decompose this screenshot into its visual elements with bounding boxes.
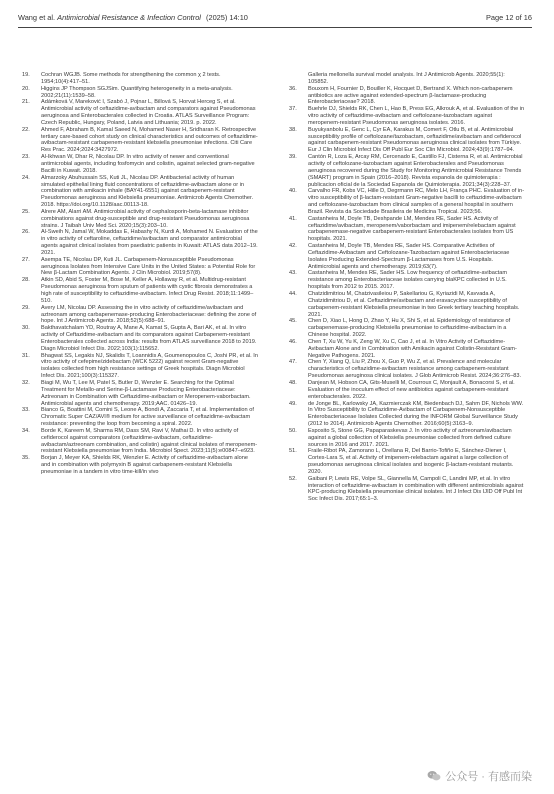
references-column-left — [22, 72, 258, 476]
reference-number: 48. — [289, 379, 297, 386]
reference-number: 23. — [22, 154, 30, 161]
reference-number: 30. — [22, 325, 30, 332]
reference-text: Bouxom H, Fournier D, Bouiller K, Hocquet D, Bertrand X. Which non-carbapenem antibiotics are active against extended-spectrum β-lactamase-producing Enterobacteriaceae? 2018. — [308, 85, 513, 106]
watermark — [427, 768, 532, 784]
reference-item — [22, 305, 258, 326]
reference-number: 36. — [289, 85, 297, 92]
reference-item — [289, 359, 525, 380]
reference-item — [22, 428, 258, 455]
wechat-icon — [427, 770, 441, 782]
reference-item — [22, 455, 258, 476]
reference-item — [289, 106, 525, 127]
reference-text: Alrere AM, Alarri AM. Antimicrobial activity of cephalosporin-beta-lactamase inhibitor combinations against drug-susceptible and drug-resistant Pseudomonas aeruginosa strains. J Taibah Univ Med Sci. 2020;15(3):203–10. — [41, 208, 250, 229]
reference-item — [289, 86, 525, 107]
reference-text: Carvalho FR, Kobs VC, Hille D, Degrmann RC, Melo LH, França PHC. Evaluation of in-vitro susceptibility of β-lactam-resistant Gram-negative bacilli to ceftazidime-avibactam and ceftolozane-tazobactam from clinical samples of a general hospital in southern Brazil. Revista da Sociedade Brasileira de Medicina Tropical. 2023;56. — [308, 188, 525, 215]
reference-item — [22, 407, 258, 428]
reference-number: 35. — [22, 455, 30, 462]
reference-text: Biagi M, Wu T, Lee M, Patel S, Butler D, Wenzler E. Searching for the Optimal Treatment for Metallo-and Serine-β-Lactamase Producing Enterobacteriaceae: Aztreonam in Combination with Ceftazidime-avibactam or Meropenem-vaborbactam. Antimicrobial agents and chemotherapy. 2019;AAC. 01426–19. — [41, 379, 251, 407]
reference-number: 32. — [22, 379, 30, 386]
reference-number: 50. — [289, 427, 297, 434]
reference-item — [289, 270, 525, 291]
reference-number: 34. — [22, 427, 30, 434]
reference-text: Chen D, Xiao L, Hong D, Zhao Y, Hu X, Shi S, et al. Epidemiology of resistance of carbapenemase-producing Klebsiella pneumoniae to ceftazidime-avibactam in a Chinese hospital. 2022. — [308, 318, 511, 339]
reference-text: Borjan J, Meyer KA, Shields RK, Wenzler E. Activity of ceftazidime-avibactam alone and in combination with polymyxin B against carbapenem-resistant Klebsiella pneumoniae in a tandem in vitro time-kill/in vivo — [41, 455, 248, 475]
reference-number: 28. — [22, 277, 30, 284]
header-journal: Antimicrobial Resistance & Infection Control — [57, 13, 201, 22]
reference-number: 21. — [22, 99, 30, 106]
reference-number: 47. — [289, 359, 297, 366]
reference-number: 46. — [289, 338, 297, 345]
reference-item — [289, 428, 525, 449]
reference-text: Asempa TE, Nicolau DP, Kuti JL. Carbapenem-Nonsusceptible Pseudomonas aeruginosa Isolates from Intensive Care Units in the United States: a Potential Role for New β-Lactam Combination Agents. J Clin Microbiol. 2019;57(8). — [41, 256, 256, 277]
reference-item — [22, 154, 258, 175]
reference-text: Bianco G, Boattini M, Comini S, Leone A, Bondi A, Zaccaria T, et al. Implementation of Chromatic Super CAZ/AVI® medium for active surveillance of ceftazidime-avibactam resistance: preventing the loop from becoming a spiral. 2022. — [41, 407, 254, 428]
reference-text: Al-Ikhwan W, Dhar R, Nicolau DP. In vitro activity of newer and conventional antimicrobial agents, including fosfomycin and colistin, against selected gram-negative Bacilli in Kuwait. 2018. — [41, 154, 255, 174]
watermark-text: 公众号 · 有感而染 — [445, 771, 532, 783]
reference-number: 44. — [289, 291, 297, 297]
reference-item — [22, 257, 258, 278]
header-rule — [18, 27, 532, 28]
reference-item — [22, 380, 258, 407]
reference-item — [289, 243, 525, 270]
reference-text: Esposito S, Stone GG, Papaparaskevas J. In vitro activity of aztreonam/avibactam against a global collection of Klebsiella pneumoniae collected from defined culture sources in 2016 and 2017. 2021. — [308, 427, 512, 448]
reference-number: 19. — [22, 72, 30, 78]
reference-number: 45. — [289, 318, 297, 325]
reference-item — [289, 318, 525, 339]
reference-text: Buyukyanbolu E, Genc L, Cyr EA, Karakus M, Comert F, Otlu B, et al. Antimicrobial susceptibility profile of ceftolozane/tazobactam, ceftazidime/avibactam and cefiderocol against carbapenem-resistant Pseudomonas aeruginosa clinical isolates from Türkiye. Eur J Clin Microbiol Infect Dis Off Publ Eur Soc Clin Microbiol. 2024;43(9):1787–94. — [308, 126, 522, 154]
reference-text: Danjean M, Hobson CA, Gits-Muselli M, Courroux C, Monjault A, Bonacorsi S, et al. Evaluation of the inoculum effect of new antibiotics against carbapenem-resistant enterobacterales. 2022. — [308, 379, 515, 400]
reference-text: Buehrle DJ, Shields RK, Chen L, Hao B, Press EG, Alkrouk A, et al. Evaluation of the in vitro activity of ceftazidime-avibactam and ceftolozane-tazobactam against meropenem-resistant Pseudomonas aeruginosa isolates. 2016. — [308, 106, 525, 126]
header-year-volume: (2025) 14:10 — [206, 13, 248, 22]
reference-item — [22, 99, 258, 126]
reference-number: 52. — [289, 475, 297, 482]
reference-number: 20. — [22, 85, 30, 92]
reference-number: 25. — [22, 208, 30, 215]
reference-number: 51. — [289, 448, 297, 455]
reference-item — [22, 209, 258, 230]
reference-item — [289, 448, 525, 475]
reference-item — [22, 127, 258, 154]
reference-text: Avery LM, Nicolau DP. Assessing the in vitro activity of ceftazidime/avibactam and aztreonam among carbapenemase-producing Enterobacteriaceae: defining the zone of hope. Int J Antimicrob Agents. 2018;52(5):688–91. — [41, 304, 257, 325]
reference-number: 37. — [289, 106, 297, 113]
reference-text: Higgins JP Thompson SGJSim. Quantifying heterogeneity in a meta-analysis. 2002;21(11):1539–58. — [41, 85, 233, 99]
reference-text: Adámková V, Mareković I, Szabó J, Pojnar L, Billová S, Horvat Herceg S, et al. Antimicrobial activity of ceftazidime-avibactam and comparators against Pseudomonas aeruginosa and Enterobacterales collected in Croatia. ATLAS Surveillance Program: Czech Republic, Hungary, Poland, Latvia and Lithuania; 2019. p. 2022. — [41, 99, 256, 126]
reference-item — [289, 291, 525, 318]
reference-number: 31. — [22, 352, 30, 359]
reference-item — [289, 476, 525, 503]
reference-text: Galleria mellonella survival model analysis. Int J Antimicrob Agents. 2020;55(1): 105852. — [308, 72, 505, 85]
reference-text: Bhagwat SS, Legakis NJ, Skalidis T, Loannidis A, Goumenopoulos C, Joshi PR, et al. In vitro activity of cefepime/zidebactam (WCK 5222) against recent Gram-negative isolates collected from high resistance settings of Greek hospitals. Diagn Microbiol Infect Dis. 2021;100(3):115327. — [41, 352, 258, 380]
reference-number: 39. — [289, 154, 297, 161]
reference-text: Ahmed F, Abraham B, Kamal Saeed N, Mohamed Naser H, Sridharan K. Retrospective tertiary care-based cohort study on clinical characteristics and outcomes of ceftazidime-avibactam-resistant carbapenem-resistant klebsiella pneumoniae infections. Citi Care Res Prac. 2024;2024:3427972. — [41, 126, 258, 154]
reference-text: Atkin SD, Abid S, Foster M, Bose M, Keller A, Hollaway R, et al. Multidrug-resistant Pseudomonas aeruginosa from sputum of patients with cystic fibrosis demonstrates a high rate of susceptibility to ceftazidime-avibactam. Infect Drug Resist. 2018;11:1499–510. — [41, 277, 254, 304]
reference-text: Cantón R, Loza E, Arcay RM, Cercenado E, Castillo FJ, Cisterna R, et al. Antimicrobial activity of ceftolozane-tazobactam against Enterobacterales and Pseudomonas aeruginosa recovered during the Study for Monitoring Antimicrobial Resistance Trends (SMART) program in Spain (2016–2018). Revista espanola de quimioterapia : publicacion oficial de la Sociedad Espanola de Quimioterapia. 2021;34(3):228–37. — [308, 154, 523, 188]
reference-item — [289, 339, 525, 360]
reference-text: Chen T, Xu W, Yu K, Zeng W, Xu C, Cao J, et al. In Vitro Activity of Ceftazidime-Avibactam Alone and in Combination with Amikacin against Colistin-Resistant Gram-Negative Pathogens. 2021. — [308, 338, 517, 359]
reference-item — [289, 401, 525, 428]
reference-text: Fraile-Ribot PA, Zamorano L, Orellana R, Del Barrio-Tofiño E, Sánchez-Diener I, Cortes-Lara S, et al. Activity of imipenem-relebactam against a large collection of pseudomonas aeruginosa clinical isolates and isogenic β-lactam-resistant mutants. 2020. — [308, 448, 514, 475]
reference-item — [289, 154, 525, 188]
reference-item — [22, 229, 258, 256]
reference-text: Castanheira M, Doyle TB, Mendes RE, Sader HS. Comparative Activities of Ceftazidime-Avibactam and Ceftolozane-Tazobactam against Enterobacteriaceae Isolates Producing Extended-Spectrum β-Lactamases from U.S. Hospitals. Antimicrobial agents and chemotherapy. 2019;63(7). — [308, 243, 510, 270]
reference-number: 26. — [22, 229, 30, 236]
header-authors: Wang et al. — [18, 13, 56, 22]
reference-number: 29. — [22, 304, 30, 311]
reference-text: Al-Sweih N, Jamal W, Mokaddas E, Habashy N, Kurdi A, Mohamed N. Evaluation of the in vitro activity of ceftaroline, ceftazidime/avibactam and comparator antimicrobial agents against clinical isolates from paediatric patients in Kuwait: ATLAS data 2012–19. 2021. — [41, 229, 258, 256]
reference-number: 42. — [289, 243, 297, 250]
running-title — [18, 13, 201, 22]
reference-text: Borde K, Kareem M, Sharma RM, Dass SM, Ravi V, Mathai D. In vitro activity of cefiderocol against comparators (ceftazidime-avibactam, ceftazidime-avibactam/aztreonam combination, and colistin) against clinical isolates of meropenem-resistant Klebsiella pneumoniae from India. Microbiol Spect. 2023;11(5):e00847–e923. — [41, 427, 258, 455]
reference-item — [22, 72, 258, 86]
reference-number: 33. — [22, 407, 30, 414]
page-number: Page 12 of 16 — [485, 13, 532, 22]
reference-number: 38. — [289, 126, 297, 133]
reference-number: 40. — [289, 188, 297, 195]
reference-item — [289, 127, 525, 154]
reference-item — [22, 86, 258, 100]
page-header — [18, 13, 532, 25]
reference-text: Gaibani P, Lewis RE, Volpe SL, Giannella M, Campoli C, Landini MP, et al. In vitro interaction of ceftazidime-avibactam in combination with different antimicrobials against KPC-producing Klebsiella pneumoniae clinical isolates. Int J Infect Dis IJID Off Publ Int Soc Infect Dis. 2017;65:1–3. — [308, 475, 524, 503]
reference-item — [289, 380, 525, 401]
reference-text: de Jonge BL, Karlowsky JA, Kazmierczak KM, Biedenbach DJ, Sahm DF, Nichols WW. In Vitro Susceptibility to Ceftazidime-Avibactam of Carbapenem-Nonsusceptible Enterobacteriaceae Isolates Collected during the INFORM Global Surveillance Study (2012 to 2014). Antimicrob Agents Chemother. 2016;60(5):3163–9. — [308, 400, 524, 428]
reference-text: Chen Y, Xiang Q, Liu P, Zhou X, Guo P, Wu Z, et al. Prevalence and molecular characteristics of ceftazidime-avibactam resistance among carbapenem-resistant Pseudomonas aeruginosa clinical isolates. J Glob Antimicrob Resist. 2024;36:276–83. — [308, 359, 521, 380]
reference-item — [289, 72, 525, 86]
reference-item — [289, 188, 525, 215]
reference-text: Bakthavatchalam YD, Routray A, Mane A, Kamat S, Gupta A, Bari AK, et al. In vitro activity of Ceftazidime-avibactam and its comparators against Carbapenem-resistant Enterobacterales collected across India: results from ATLAS surveillance 2018 to 2019. Diagn Microbiol Infect Dis. 2022;103(1):115652. — [41, 325, 257, 352]
reference-number: 43. — [289, 270, 297, 277]
reference-item — [22, 325, 258, 352]
references-column-right — [289, 72, 525, 503]
reference-item — [22, 175, 258, 209]
reference-text: Cochran WGJB. Some methods for strengthening the common χ 2 tests. 1954;10(4):417–51. — [41, 72, 221, 85]
reference-number: 27. — [22, 256, 30, 263]
reference-number: 41. — [289, 215, 297, 222]
reference-text: Castanheira M, Doyle TB, Deshpande LM, Mendes RE, Sader HS. Activity of ceftazidime/avibactam, meropenem/vaborbactam and imipenem/relebactam against carbapenemase-negative carbapenem-resistant Enterobacterales isolates from US hospitals. 2021. — [308, 215, 516, 243]
reference-item — [289, 216, 525, 243]
reference-item — [22, 277, 258, 304]
reference-text: Almarzoky Abuhussain SS, Kuti JL, Nicolau DP. Antibacterial activity of human simulated epithelial lining fluid concentrations of ceftazidime-avibactam alone or in combination with amikacin inhale (BAY41-6551) against carbapenem-resistant Pseudomonas aeruginosa and Klebsiella pneumoniae. Antimicrob Agents Chemother. 2018. https://doi.org/10.1128/aac.00113-18. — [41, 174, 254, 209]
reference-text: Chatzidimitriou M, Chatzivasileiou P, Sakellariou G, Kyriazidi M, Kavvada A, Chatzidimitriou D, et al. Ceftazidime/avibactam and eravacycline susceptibility of carbapenem-resistant Klebsiella pneumoniae in two Greek tertiary teaching hospitals. 2021. — [308, 291, 520, 318]
reference-text: Castanheira M, Mendes RE, Sader HS. Low frequency of ceftazidime-avibactam resistance among Enterobacteriaceae isolates carrying blaKPC collected in U.S. hospitals from 2012 to 2015. 2017. — [308, 270, 507, 291]
reference-number: 22. — [22, 126, 30, 133]
reference-item — [22, 353, 258, 380]
reference-number: 49. — [289, 400, 297, 407]
reference-number: 24. — [22, 174, 30, 181]
